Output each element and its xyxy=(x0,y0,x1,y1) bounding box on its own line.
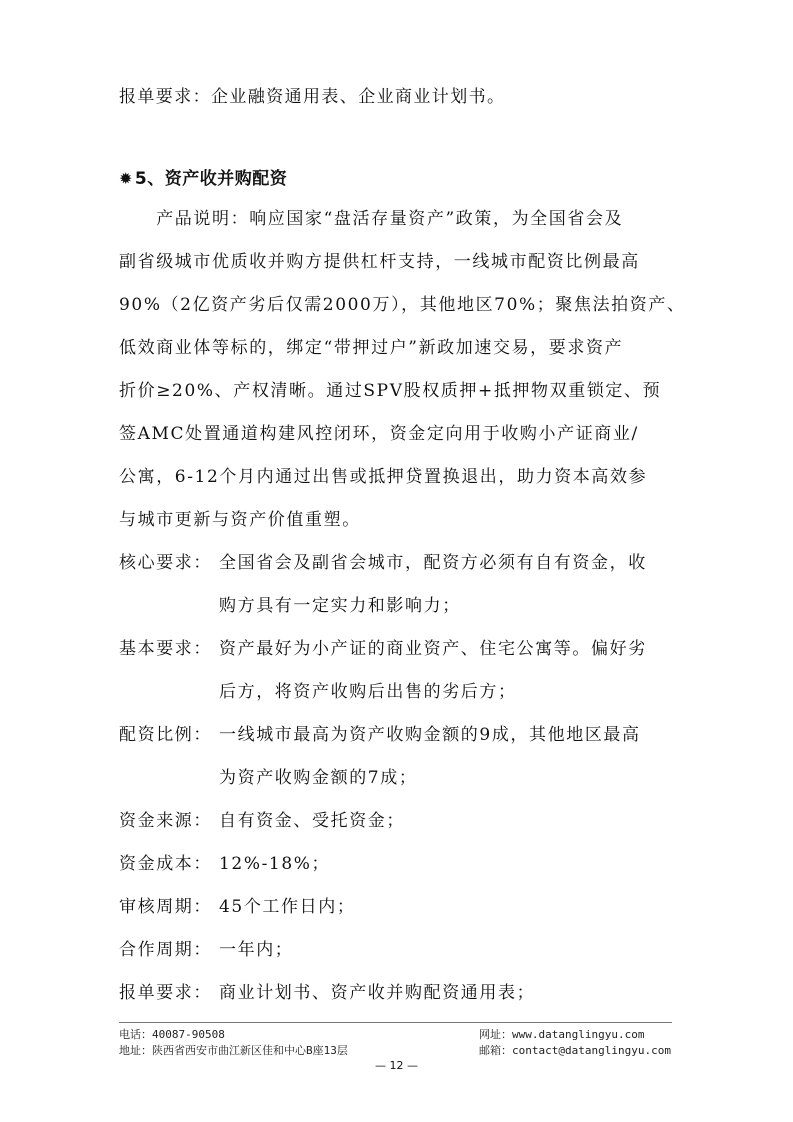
requirement-text: 自有资金、受托资金； xyxy=(219,811,405,831)
footer-divider xyxy=(119,1022,672,1023)
description-line: 低效商业体等标的，绑定“带押过户”新政加速交易，要求资产 xyxy=(119,338,624,358)
description-line: 副省级城市优质收并购方提供杠杆支持，一线城市配资比例最高 xyxy=(119,252,640,272)
requirement-fund-source xyxy=(119,810,405,832)
requirement-text: 全国省会及副省会城市，配资方必须有自有资金，收 xyxy=(219,553,647,573)
requirement-label: 报单要求： xyxy=(119,983,212,1003)
page-number: — 12 — xyxy=(375,1059,418,1072)
description-line: 产品说明：响应国家“盘活存量资产”政策，为全国省会及 xyxy=(119,209,624,229)
requirement-text: 资产最好为小产证的商业资产、住宅公寓等。偏好劣 xyxy=(219,639,647,659)
section-heading xyxy=(119,168,287,190)
requirement-label: 资金来源： xyxy=(119,811,212,831)
star-bullet-icon: ✹ xyxy=(119,169,133,188)
requirement-basic xyxy=(119,638,647,660)
requirement-text-continued: 购方具有一定实力和影响力； xyxy=(219,596,461,616)
requirement-label: 合作周期： xyxy=(119,940,212,960)
description-line: 公寓，6-12个月内通过出售或抵押贷置换退出，助力资本高效参 xyxy=(119,467,648,487)
requirement-label: 配资比例： xyxy=(119,725,212,745)
requirement-text: 一线城市最高为资产收购金额的9成，其他地区最高 xyxy=(219,725,641,745)
requirement-text: 商业计划书、资产收并购配资通用表； xyxy=(219,983,536,1003)
requirement-label: 基本要求： xyxy=(119,639,212,659)
requirement-text: 12%-18%； xyxy=(219,854,331,874)
footer-phone: 电话：40087-90508 xyxy=(119,1028,225,1041)
requirement-label: 审核周期： xyxy=(119,897,212,917)
requirement-text-continued: 为资产收购金额的7成； xyxy=(219,768,418,788)
description-line: 签AMC处置通道构建风控闭环，资金定向用于收购小产证商业/ xyxy=(119,424,639,444)
requirement-fund-cost xyxy=(119,853,330,875)
description-line: 与城市更新与资产价值重塑。 xyxy=(119,510,361,530)
requirement-ratio xyxy=(119,724,641,746)
description-line: 折价≥20%、产权清晰。通过SPV股权质押+抵押物双重锁定、预 xyxy=(119,381,662,401)
requirement-review-period xyxy=(119,896,355,918)
description-line: 90%（2亿资产劣后仅需2000万），其他地区70%；聚焦法拍资产、 xyxy=(119,295,686,315)
requirement-label: 资金成本： xyxy=(119,854,212,874)
footer-website: 网址：www.datanglingyu.com xyxy=(479,1028,645,1041)
requirement-label: 核心要求： xyxy=(119,553,212,573)
section-title: 5、资产收并购配资 xyxy=(134,169,288,189)
requirement-text-continued: 后方，将资产收购后出售的劣后方； xyxy=(219,682,517,702)
requirement-text: 一年内； xyxy=(219,940,294,960)
footer-address: 地址：陕西省西安市曲江新区佳和中心B座13层 xyxy=(119,1044,348,1057)
top-requirement-line: 报单要求：企业融资通用表、企业商业计划书。 xyxy=(119,87,506,107)
footer-email: 邮箱：contact@datanglingyu.com xyxy=(479,1044,671,1057)
requirement-core xyxy=(119,552,647,574)
requirement-cooperation-period xyxy=(119,939,293,961)
requirement-submission xyxy=(119,982,535,1004)
requirement-text: 45个工作日内； xyxy=(219,897,356,917)
